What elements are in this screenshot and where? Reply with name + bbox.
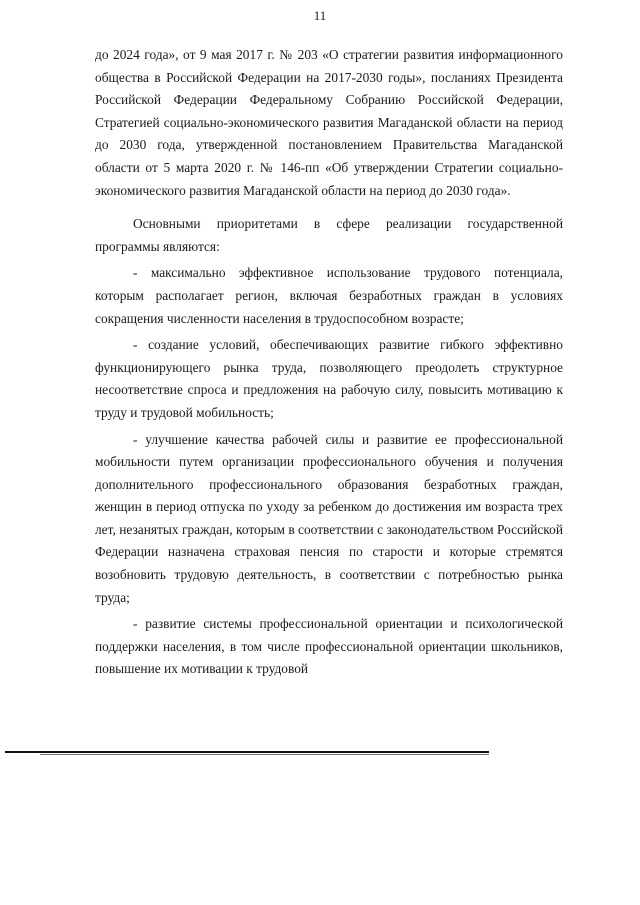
footer-divider-thin	[40, 754, 489, 755]
paragraph-priorities-intro: Основными приоритетами в сфере реализации государственной программы являются:	[95, 216, 563, 254]
paragraph-strategy-references: до 2024 года», от 9 мая 2017 г. № 203 «О стратегии развития информационного общества в Российской Федерации на 2017-2030 годы», посланиях Президента Российской Федерации Федеральному Собранию Российской Федерации, Стратегией социально-экономического развития Магаданской области на период до 2030 года, утвержденной постановлением Правительства Магаданской области от 5 марта 2020 г. № 146-пп «Об утверждении Стратегии социально-экономического развития Магаданской области на период до 2030 года».	[95, 47, 563, 198]
footer-divider	[5, 751, 489, 753]
document-body	[95, 44, 563, 681]
list-item-labor-potential: - максимально эффективное использование трудового потенциала, которым располагает регион, включая безработных граждан в условиях сокращения численности населения в трудоспособном возрасте;	[95, 265, 563, 326]
list-item-career-guidance: - развитие системы профессиональной ориентации и психологической поддержки населения, в том числе профессиональной ориентации школьников, повышение их мотивации к трудовой	[95, 616, 563, 677]
list-item-workforce-quality: - улучшение качества рабочей силы и развитие ее профессиональной мобильности путем организации профессионального обучения и получения дополнительного профессионального образования безработных граждан, женщин в период отпуска по уходу за ребенком до достижения им возраста трех лет, незанятых граждан, которым в соответствии с законодательством Российской Федерации назначена страховая пенсия по старости и которые стремятся возобновить трудовую деятельность, в соответствии с потребностью рынка труда;	[95, 431, 563, 605]
page-number: 11	[313, 8, 327, 23]
list-item-labor-market: - создание условий, обеспечивающих развитие гибкого эффективно функционирующего рынка труда, позволяющего преодолеть структурное несоответствие спроса и предложения на рабочую силу, повысить мотивацию к труду и трудовой мобильность;	[95, 337, 563, 420]
